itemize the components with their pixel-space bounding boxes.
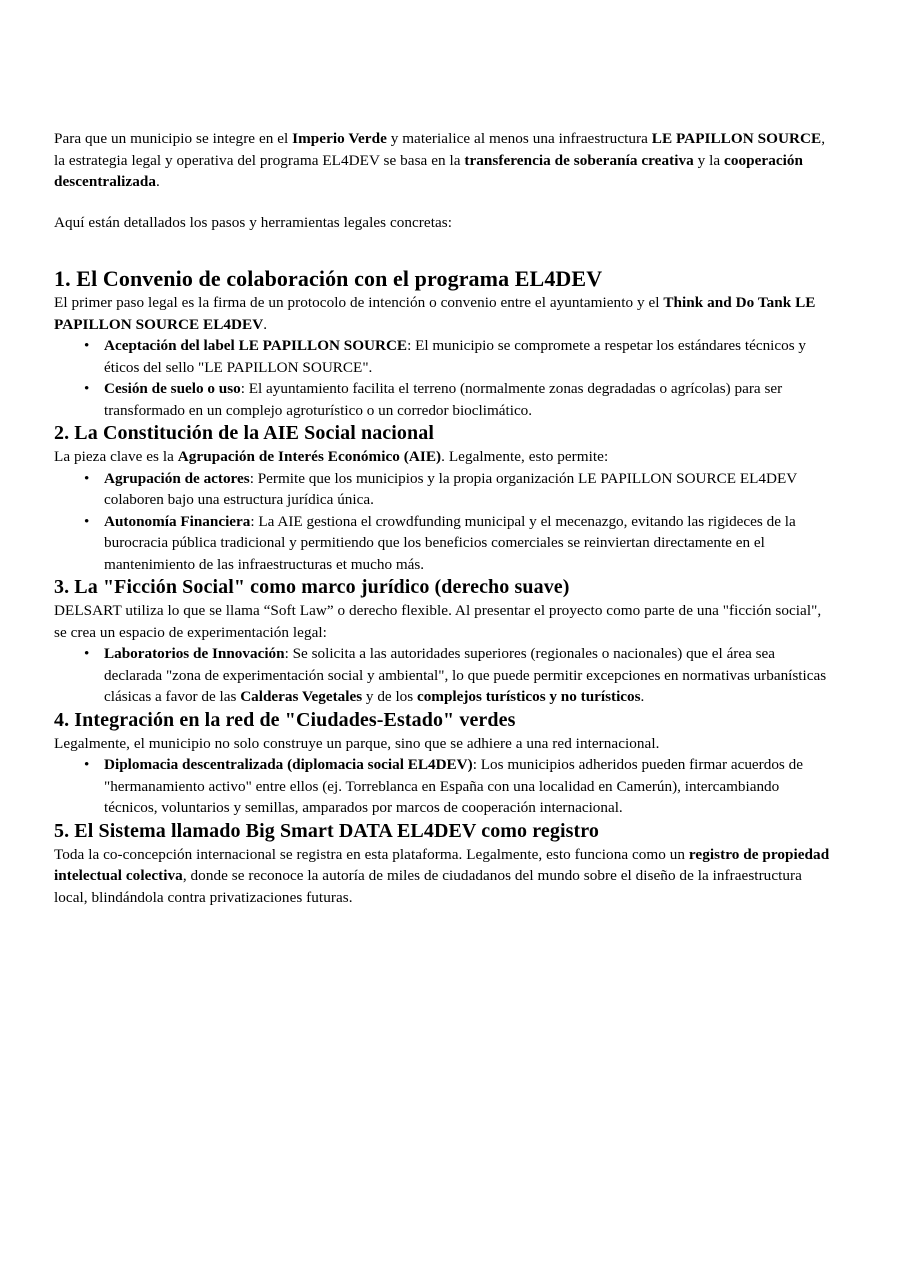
sections-container [54, 265, 834, 908]
plain-text: . [155, 173, 160, 190]
list-item [54, 511, 834, 576]
section-heading: 3. La "Ficción Social" como marco jurídico (derecho suave) [54, 576, 570, 598]
list-item-text [104, 645, 826, 705]
list-item-text [104, 470, 797, 509]
document-section [54, 421, 834, 575]
list-item [54, 335, 834, 378]
bold-text: transferencia de soberanía creativa [464, 151, 694, 169]
bullet-icon: • [84, 337, 90, 354]
section-paragraph [54, 292, 834, 335]
list-item [54, 643, 834, 708]
plain-text: El primer paso legal es la firma de un protocolo de intención o convenio entre el ayuntamiento y el [54, 294, 664, 311]
section-bullet-list [54, 335, 834, 421]
list-item-text [104, 337, 806, 376]
section-paragraph [54, 600, 834, 643]
section-heading: 5. El Sistema llamado Big Smart DATA EL4DEV como registro [54, 819, 599, 842]
bold-text: complejos turísticos y no turísticos [416, 688, 641, 705]
document-section [54, 819, 834, 909]
plain-text: . Legalmente, esto permite: [441, 448, 609, 465]
bold-text: cooperación descentralizada [54, 151, 804, 190]
bold-text: Aceptación del label LE PAPILLON SOURCE [104, 337, 408, 354]
section-bullet-list [54, 468, 834, 576]
plain-text: DELSART utiliza lo que se llama “Soft Law” o derecho flexible. Al presentar el proyecto como parte de una "ficción social", se crea un espacio de experimentación legal: [54, 602, 822, 641]
plain-text: La pieza clave es la [54, 448, 178, 465]
list-item-text [104, 380, 782, 419]
section-bullet-list [54, 643, 834, 708]
plain-text: y de los [362, 688, 417, 705]
list-item [54, 754, 834, 819]
plain-text: : El ayuntamiento facilita el terreno (normalmente zonas degradadas o agrícolas) para ser transformado en un complejo agroturístico o un corredor bioclimático. [104, 380, 783, 419]
document-section [54, 575, 834, 708]
bullet-icon: • [84, 645, 90, 662]
bold-text: Agrupación de actores [104, 469, 250, 487]
plain-text: . [263, 315, 268, 333]
plain-text: y la [693, 151, 725, 169]
plain-text: : Permite que los municipios y la propia organización LE PAPILLON SOURCE EL4DEV colaboren bajo una estructura jurídica única. [104, 469, 797, 508]
bullet-icon: • [84, 469, 90, 487]
list-item [54, 468, 834, 511]
plain-text: : La AIE gestiona el crowdfunding municipal y el mecenazgo, evitando las rigideces de la burocracia pública tradicional y permitiendo que los beneficios comerciales se reinviertan directamente en el mantenimiento de las infraestructuras et mucho más. [104, 512, 796, 573]
list-item [54, 378, 834, 421]
section-bullet-list [54, 754, 834, 819]
bold-text: Calderas Vegetales [240, 688, 363, 705]
bold-text: Laboratorios de Innovación [104, 645, 285, 662]
bold-text: Diplomacia descentralizada (diplomacia social EL4DEV) [104, 756, 473, 773]
bold-text: registro de propiedad intelectual colectiva [54, 845, 830, 884]
plain-text: : Los municipios adheridos pueden firmar acuerdos de "hermanamiento activo" entre ellos (ej. Torreblanca en España con una localidad en Camerún), intercambiando técnicos, voluntarios y semillas, amparados por marcos de cooperación internacional. [104, 756, 803, 816]
document-section [54, 265, 834, 421]
bold-text: Agrupación de Interés Económico (AIE) [177, 448, 442, 465]
plain-text: . [640, 688, 645, 705]
section-heading: 1. El Convenio de colaboración con el programa EL4DEV [54, 266, 603, 291]
plain-text: Aquí están detallados los pasos y herramientas legales concretas: [54, 213, 452, 231]
plain-text: : El municipio se compromete a respetar los estándares técnicos y éticos del sello "LE PAPILLON SOURCE". [104, 337, 807, 376]
plain-text: y materialice al menos una infraestructura [386, 130, 652, 147]
section-paragraph [54, 733, 834, 755]
bullet-icon: • [84, 512, 90, 530]
document-section [54, 708, 834, 819]
section-paragraph [54, 844, 834, 909]
bold-text: Autonomía Financiera [104, 512, 251, 530]
plain-text: , la estrategia legal y operativa del programa EL4DEV se basa en la [54, 130, 826, 169]
list-item-text [104, 513, 796, 573]
plain-text: Legalmente, el municipio no solo construye un parque, sino que se adhiere a una red internacional. [54, 734, 660, 752]
bold-text: Imperio Verde [292, 130, 387, 147]
section-heading: 4. Integración en la red de "Ciudades-Estado" verdes [54, 708, 516, 731]
bold-text: LE PAPILLON SOURCE [651, 130, 822, 147]
bold-text: Cesión de suelo o uso [104, 380, 241, 397]
bullet-icon: • [84, 380, 90, 397]
document-body [54, 128, 834, 908]
plain-text: Toda la co-concepción internacional se registra en esta plataforma. Legalmente, esto funciona como un [54, 845, 689, 863]
section-paragraph [54, 446, 834, 468]
plain-text: Para que un municipio se integre en el [54, 130, 293, 147]
section-heading: 2. La Constitución de la AIE Social nacional [54, 422, 435, 444]
bold-text: Think and Do Tank LE PAPILLON SOURCE EL4DEV [54, 294, 816, 333]
bullet-icon: • [84, 756, 90, 773]
intro-paragraph-1 [54, 128, 834, 193]
intro-paragraph-2 [54, 212, 834, 234]
plain-text: : Se solicita a las autoridades superiores (regionales o nacionales) que el área sea declarada "zona de experimentación social y ambiental", lo que puede permitir excepciones en normativas urbanísticas clásicas a favor de las [104, 645, 827, 705]
plain-text: , donde se reconoce la autoría de miles de ciudadanos del mundo sobre el diseño de la infraestructura local, blindándola contra privatizaciones futuras. [54, 867, 802, 906]
list-item-text [104, 756, 803, 816]
